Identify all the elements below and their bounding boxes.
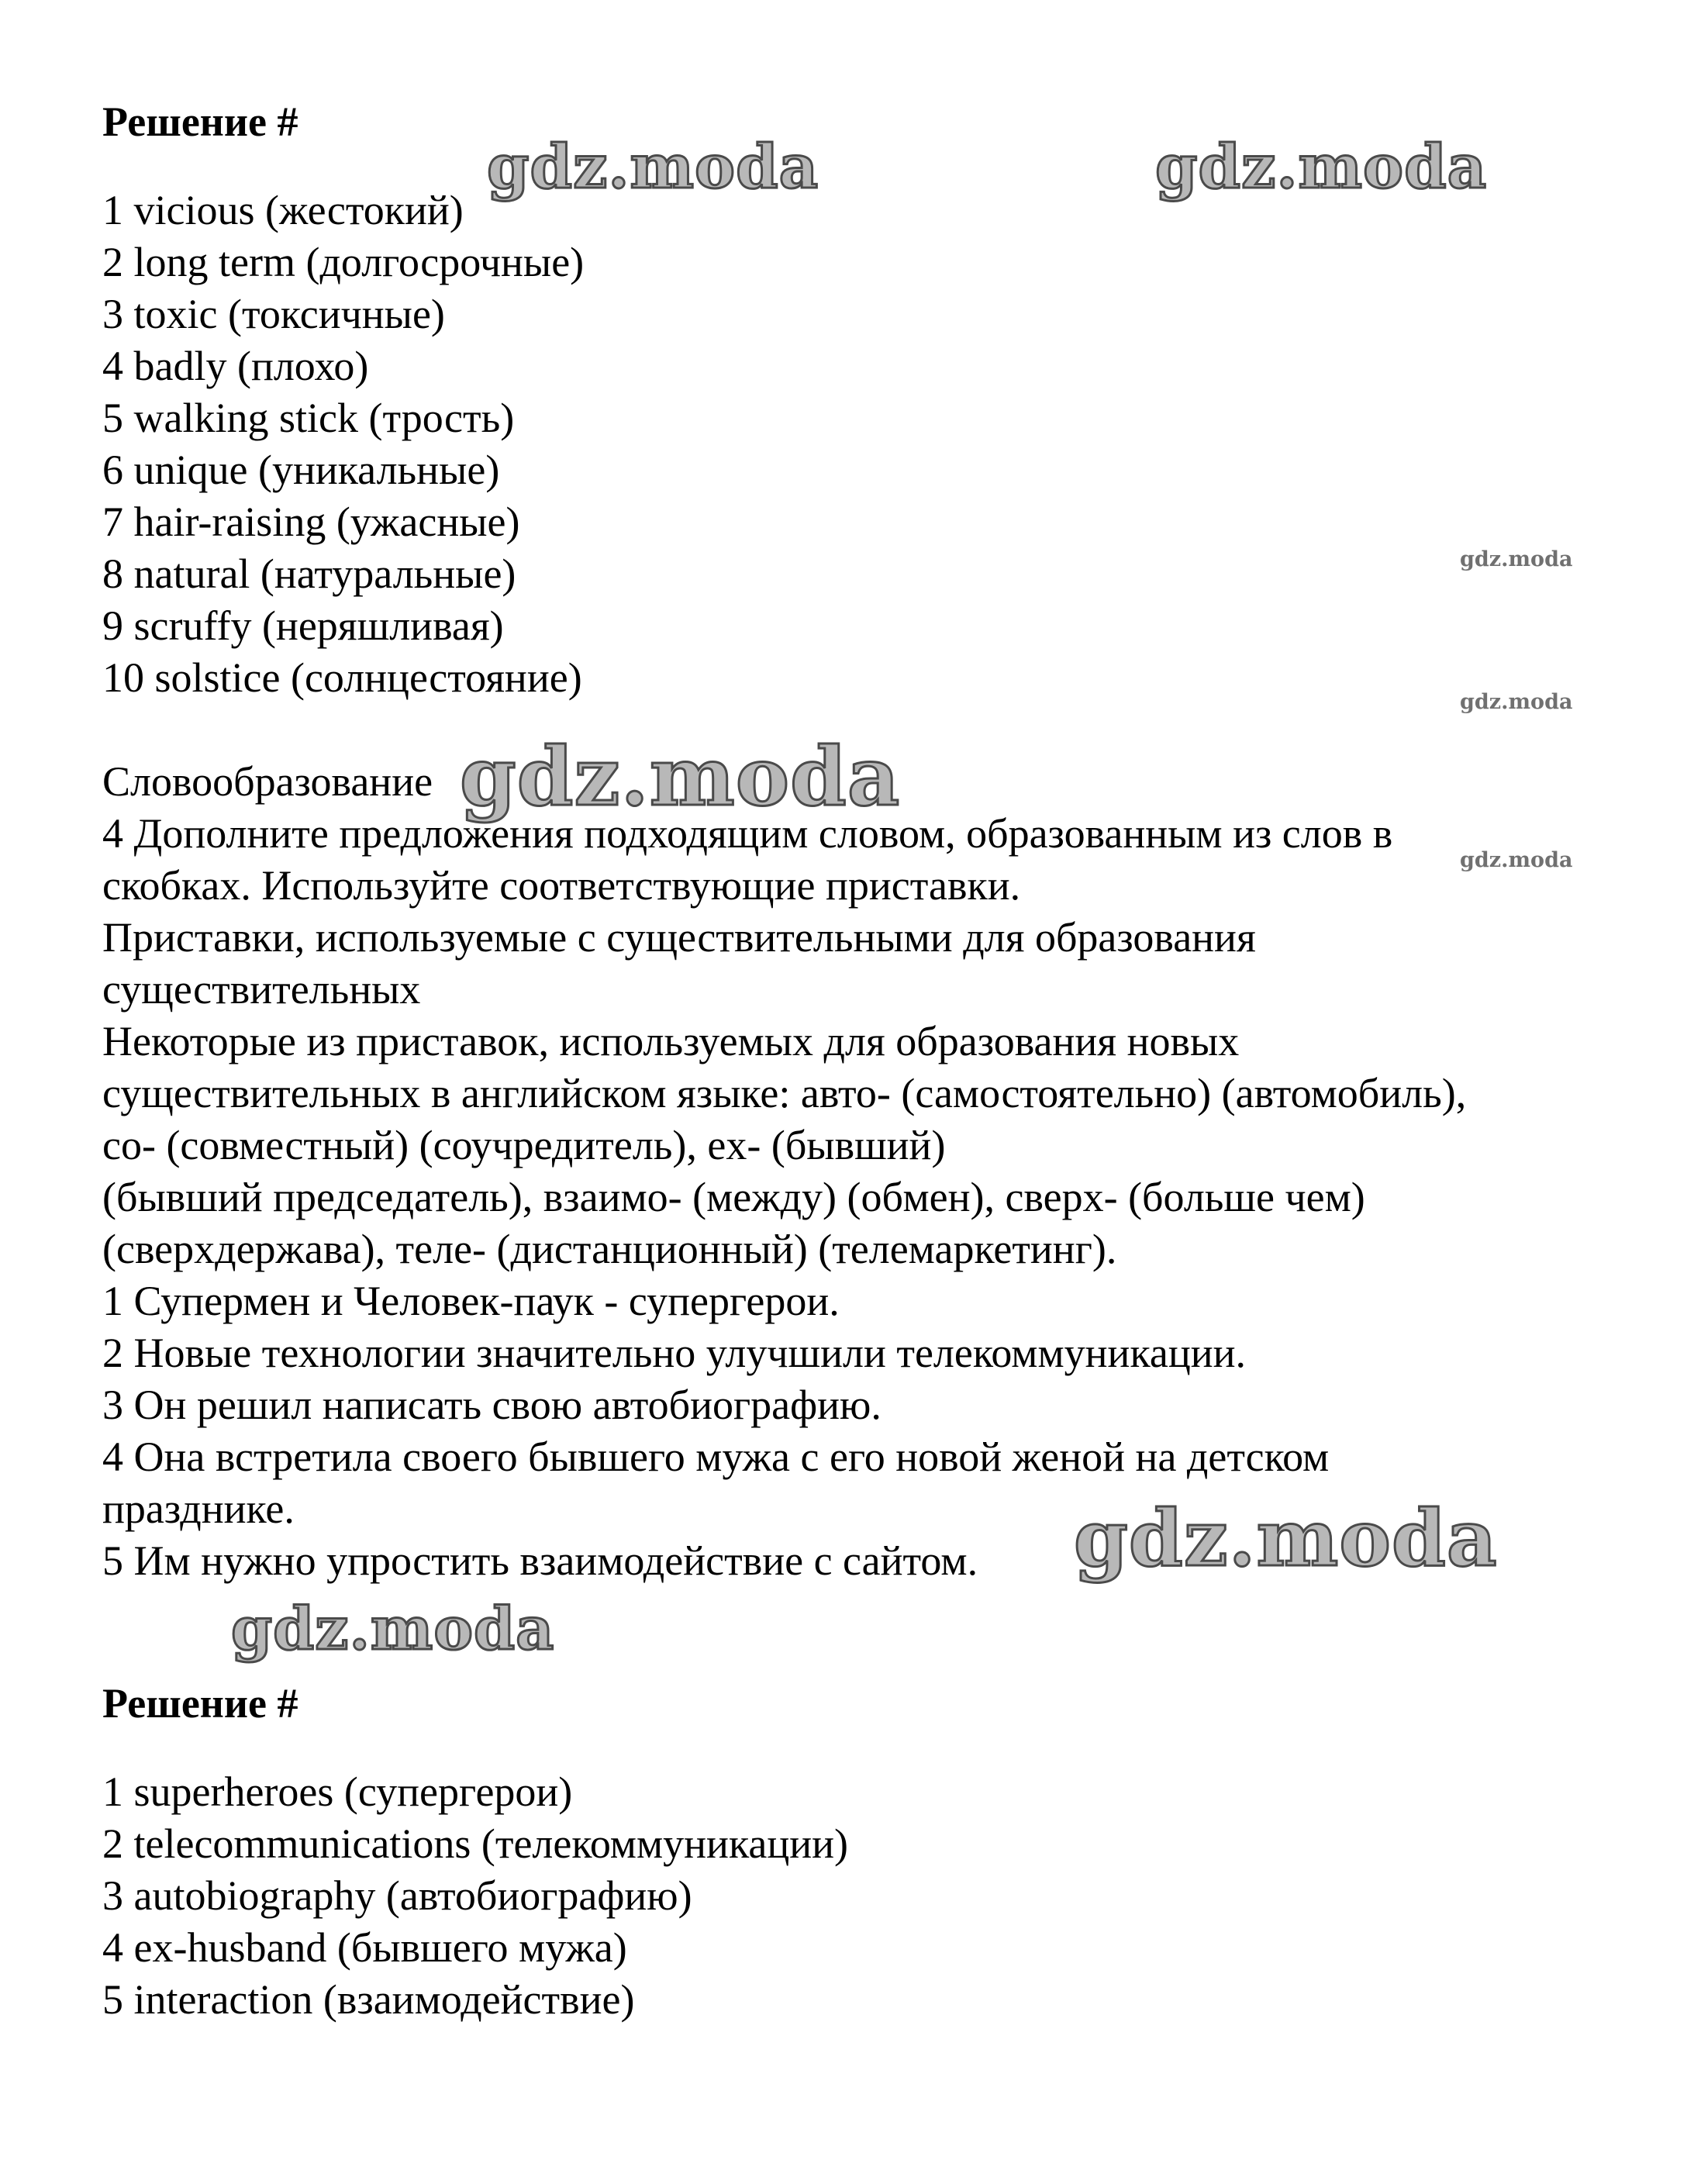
task-sentence: 5 Им нужно упростить взаимодействие с сайтом. xyxy=(102,1537,978,1584)
answer-item: 2 long term (долгосрочные) xyxy=(102,239,585,285)
watermark: gdz.moda xyxy=(460,729,901,824)
answer-item: 1 vicious (жестокий) xyxy=(102,187,464,233)
answer-item: 3 toxic (токсичные) xyxy=(102,291,445,337)
task-text: существительных в английском языке: авто- (самостоятельно) (автомобиль), xyxy=(102,1070,1467,1116)
watermark-small: gdz.moda xyxy=(1460,848,1573,872)
answer-item: 1 superheroes (супергерои) xyxy=(102,1768,573,1815)
task-text: существительных xyxy=(102,966,421,1013)
answer-item: 4 ex-husband (бывшего мужа) xyxy=(102,1924,627,1971)
watermark: gdz.moda xyxy=(1074,1492,1498,1584)
task-text: (сверхдержава), теле- (дистанционный) (телемаркетинг). xyxy=(102,1226,1117,1272)
answer-item: 9 scruffy (неряшливая) xyxy=(102,602,504,649)
answer-item: 4 badly (плохо) xyxy=(102,343,369,389)
watermark-small: gdz.moda xyxy=(1460,547,1573,571)
watermark: gdz.moda xyxy=(1155,132,1488,202)
answer-item: 8 natural (натуральные) xyxy=(102,550,516,597)
task-text: Некоторые из приставок, используемых для образования новых xyxy=(102,1018,1240,1064)
task-text: скобках. Используйте соответствующие приставки. xyxy=(102,862,1021,909)
task-sentence: 2 Новые технологии значительно улучшили телекоммуникации. xyxy=(102,1330,1247,1376)
task-sentence: празднике. xyxy=(102,1485,295,1532)
section-title: Словообразование xyxy=(102,758,433,805)
section-heading: Решение # xyxy=(102,1680,298,1727)
task-text: со- (совместный) (соучредитель), ex- (бывший) xyxy=(102,1122,946,1168)
task-text: (бывший председатель), взаимо- (между) (обмен), сверх- (больше чем) xyxy=(102,1174,1365,1220)
watermark: gdz.moda xyxy=(487,132,819,202)
task-text: 4 Дополните предложения подходящим словом, образованным из слов в xyxy=(102,810,1393,857)
watermark-small: gdz.moda xyxy=(1460,690,1573,714)
section-heading: Решение # xyxy=(102,98,298,145)
answer-item: 10 solstice (солнцестояние) xyxy=(102,654,582,701)
answer-item: 5 interaction (взаимодействие) xyxy=(102,1976,635,2023)
answer-item: 5 walking stick (трость) xyxy=(102,395,515,441)
answer-item: 3 autobiography (автобиографию) xyxy=(102,1872,692,1919)
answer-item: 7 hair-raising (ужасные) xyxy=(102,499,520,545)
answer-item: 6 unique (уникальные) xyxy=(102,447,500,493)
task-sentence: 1 Супермен и Человек-паук - супергерои. xyxy=(102,1278,840,1324)
watermark: gdz.moda xyxy=(231,1594,555,1663)
answer-item: 2 telecommunications (телекоммуникации) xyxy=(102,1820,849,1867)
task-text: Приставки, используемые с существительными для образования xyxy=(102,914,1256,961)
task-sentence: 4 Она встретила своего бывшего мужа с его новой женой на детском xyxy=(102,1434,1330,1480)
task-sentence: 3 Он решил написать свою автобиографию. xyxy=(102,1382,882,1428)
